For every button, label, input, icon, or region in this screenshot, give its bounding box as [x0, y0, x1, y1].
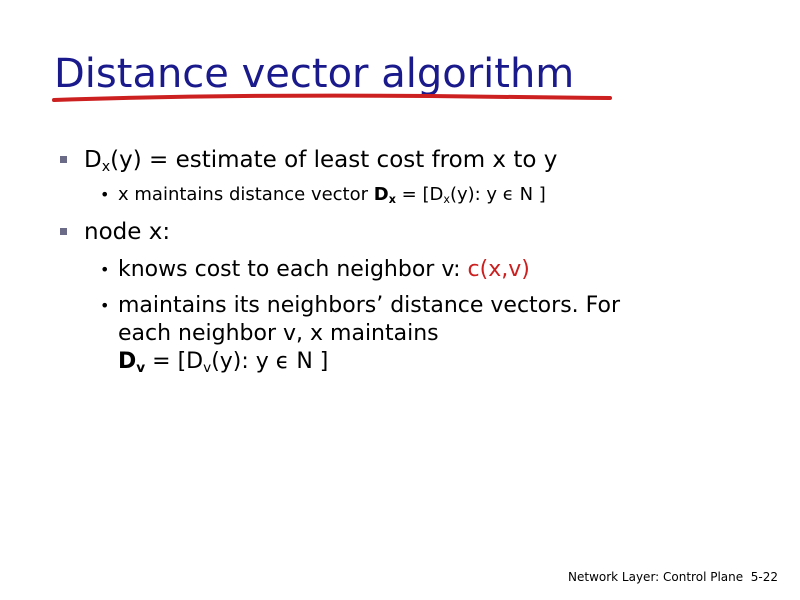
dv-bold-sub: x — [388, 193, 396, 207]
footer-section: Network Layer: Control Plane — [568, 570, 744, 584]
footer-page-number: 5-22 — [750, 570, 778, 584]
bullet-node-x: node x: — [84, 219, 171, 245]
dv-text-pre: x maintains distance vector — [118, 184, 374, 205]
title-underline-stroke — [50, 86, 615, 112]
maintains-line-2: each neighbor v, x maintains — [118, 321, 439, 346]
bullet-marker — [60, 228, 67, 235]
bullet-marker — [60, 156, 67, 163]
dv-post: (y): y ϵ N ] — [449, 184, 546, 205]
dv-neighbor-bold-sub: v — [136, 359, 146, 376]
maintains-line-3 — [118, 348, 620, 376]
estimate-text: (y) = estimate of least cost from x to y — [110, 147, 558, 173]
cost-function-highlight: c(x,v) — [467, 257, 530, 282]
dv-neighbor-bold-d: D — [118, 349, 137, 374]
slide-footer — [568, 570, 778, 584]
slide-title: Distance vector algorithm — [54, 51, 575, 97]
dv-bold-d: D — [373, 184, 389, 205]
dv-neighbor-post: (y): y ϵ N ] — [211, 349, 329, 374]
knows-cost-text: knows cost to each neighbor v: — [118, 257, 468, 282]
bullet-estimate — [84, 145, 557, 175]
dv-neighbor-eq: = [D — [145, 349, 204, 374]
bullet-dot: • — [100, 185, 110, 204]
bullet-knows-cost — [118, 256, 530, 284]
dv-eq: = [D — [395, 184, 444, 205]
dv-neighbor-inner-sub: v — [203, 359, 212, 376]
dv-inner-sub: x — [443, 193, 450, 207]
d-symbol: D — [84, 147, 102, 173]
bullet-maintains-neighbors — [118, 292, 620, 376]
bullet-dot: • — [100, 296, 110, 315]
bullet-distance-vector — [118, 183, 546, 207]
bullet-dot: • — [100, 260, 110, 279]
maintains-line-1: maintains its neighbors’ distance vectors. For — [118, 293, 621, 318]
d-subscript: x — [101, 158, 111, 175]
